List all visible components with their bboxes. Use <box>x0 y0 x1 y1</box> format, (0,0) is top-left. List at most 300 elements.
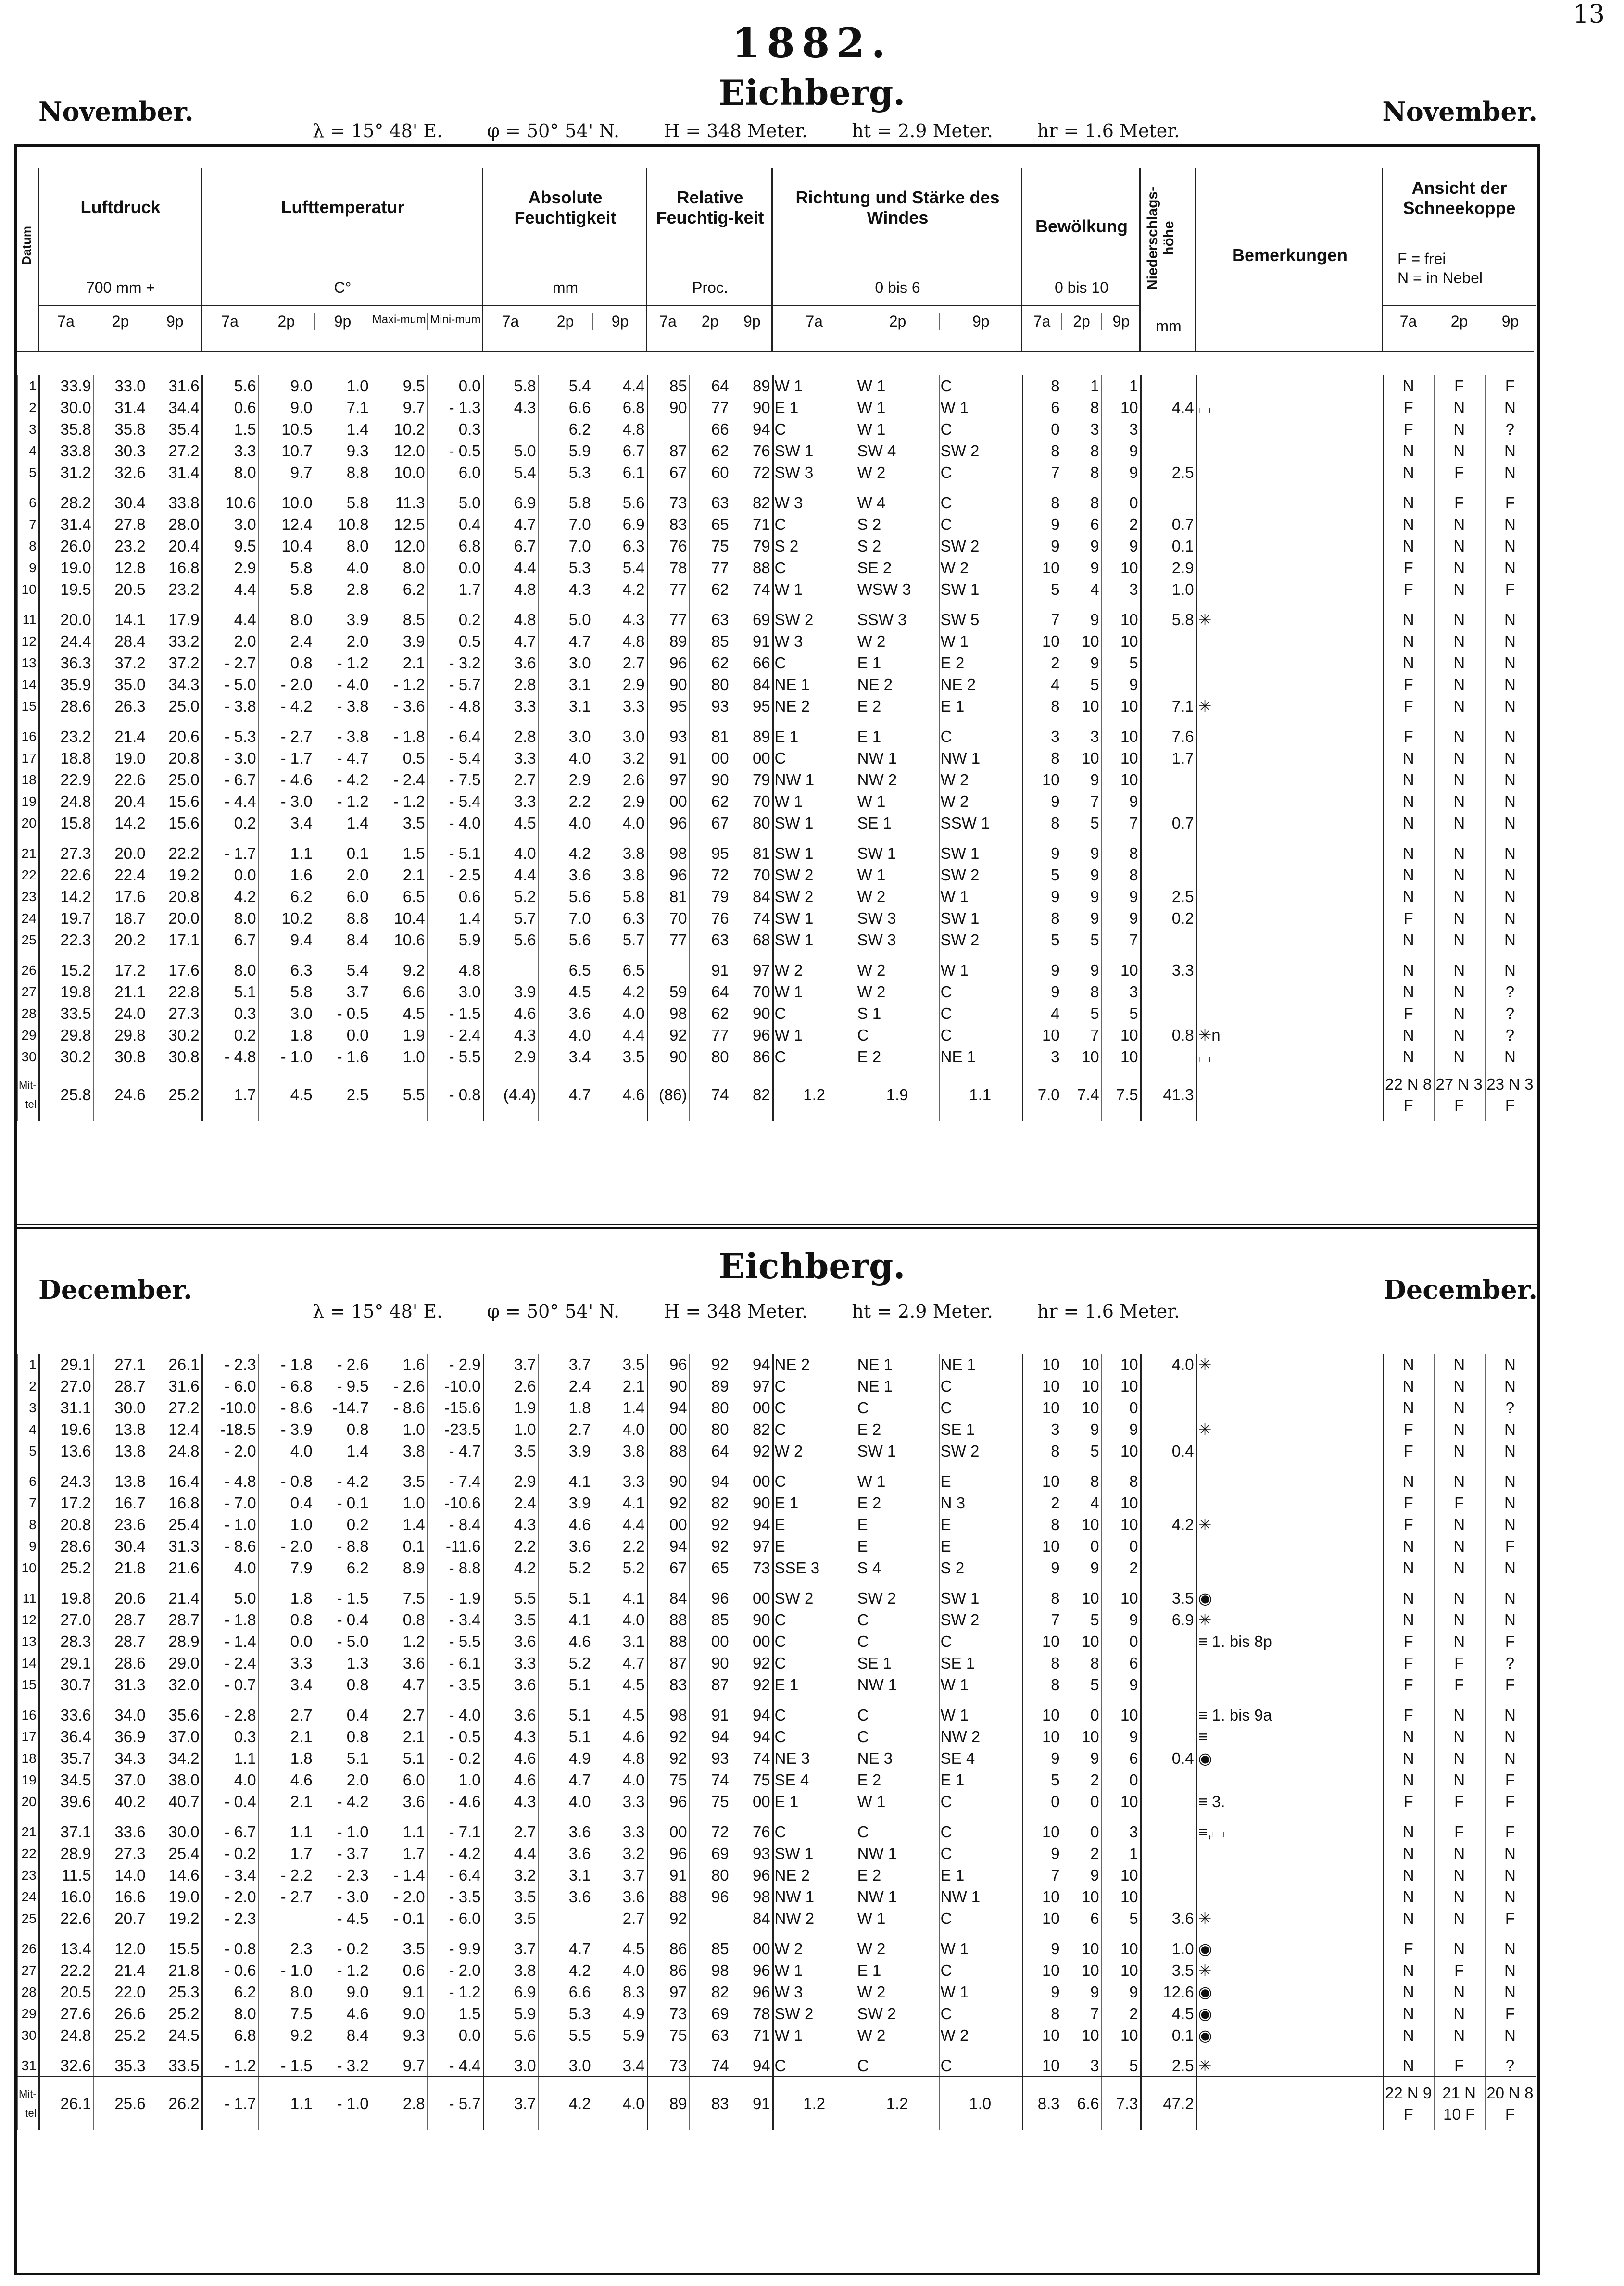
cell-day: 30 <box>18 1046 39 1068</box>
cell-p7: 22.6 <box>39 1908 93 1929</box>
cell-precip: 0.4 <box>1141 1440 1196 1462</box>
cell-a9: 5.9 <box>593 2024 647 2046</box>
cell-day: 13 <box>18 1631 39 1652</box>
cell-s9: N <box>1485 1981 1536 2003</box>
cell-a7: 3.7 <box>483 1354 538 1375</box>
cell-b2: 10 <box>1062 1046 1101 1068</box>
cell-s9: F <box>1485 1821 1536 1843</box>
header-bemerkungen <box>1195 168 1383 351</box>
cell-t9: 8.4 <box>315 929 371 951</box>
cell-tmin: -23.5 <box>427 1419 483 1440</box>
cell-t7: - 0.2 <box>202 1843 258 1864</box>
cell-w9: W 1 <box>939 886 1022 907</box>
cell-r2: 92 <box>689 1354 731 1375</box>
cell-r9: 69 <box>731 609 773 630</box>
cell-a7: 5.9 <box>483 2003 538 2024</box>
table-row <box>18 1470 1536 1492</box>
cell-s2: F <box>1434 375 1485 397</box>
cell-w2: NW 1 <box>856 1886 939 1908</box>
cell-p2: 20.0 <box>93 842 148 864</box>
subheader-max: Maxi-mum <box>371 313 427 330</box>
cell-p9: 40.7 <box>148 1791 202 1812</box>
cell-r2: 80 <box>689 1397 731 1419</box>
cell-a9: 4.4 <box>593 375 647 397</box>
cell-tmin: - 4.2 <box>427 1843 483 1864</box>
header-lufttemperatur <box>201 168 483 351</box>
cell-w7: SW 2 <box>773 1587 856 1609</box>
cell-day: 14 <box>18 674 39 695</box>
cell-a7: 4.3 <box>483 1726 538 1747</box>
cell-tmin: - 6.4 <box>427 726 483 747</box>
cell-b9: 10 <box>1101 609 1141 630</box>
cell-t2: 1.8 <box>258 1024 315 1046</box>
cell-a9: 4.0 <box>593 1959 647 1981</box>
cell-s2: N <box>1434 1908 1485 1929</box>
cell-b9: 3 <box>1101 1821 1141 1843</box>
cell-t2: 4.6 <box>258 1769 315 1791</box>
cell-p9: 25.0 <box>148 695 202 717</box>
cell-b2: 2 <box>1062 1843 1101 1864</box>
cell-w9: SW 1 <box>939 578 1022 600</box>
cell-tmax: 1.5 <box>371 842 427 864</box>
cell-w2: SW 2 <box>856 1587 939 1609</box>
cell-tmax: 8.9 <box>371 1557 427 1579</box>
cell-a2: 3.7 <box>538 1354 593 1375</box>
subheader-2p: 2p <box>1434 313 1485 330</box>
cell-s9: N <box>1485 747 1536 769</box>
cell-t9: - 4.5 <box>315 1908 371 1929</box>
cell-p9: 33.5 <box>148 2055 202 2077</box>
cell-t2: 2.1 <box>258 1726 315 1747</box>
cell-p9: 21.6 <box>148 1557 202 1579</box>
cell-tmin: -10.6 <box>427 1492 483 1514</box>
cell-s7: N <box>1383 1886 1434 1908</box>
cell-a9: 3.2 <box>593 1843 647 1864</box>
station-title-november: Eichberg. <box>718 72 906 113</box>
cell-w2: E 1 <box>856 652 939 674</box>
cell-b7: 10 <box>1022 1375 1062 1397</box>
cell-b7: 10 <box>1022 1908 1062 1929</box>
cell-r2: 63 <box>689 609 731 630</box>
cell-t7: - 4.8 <box>202 1046 258 1068</box>
cell-p9: 16.8 <box>148 1492 202 1514</box>
cell-w9: SW 2 <box>939 864 1022 886</box>
cell-w9: SE 1 <box>939 1652 1022 1674</box>
cell-r7: 85 <box>647 375 689 397</box>
cell-precip: 7.1 <box>1141 695 1196 717</box>
cell-p2: 14.1 <box>93 609 148 630</box>
cell-day: 29 <box>18 1024 39 1046</box>
cell-b2: 8 <box>1062 397 1101 418</box>
section-divider <box>14 1224 1537 1229</box>
cell-w7: C <box>773 1631 856 1652</box>
table-row <box>18 1440 1536 1462</box>
cell-t7: - 6.7 <box>202 769 258 791</box>
cell-tmax: 1.0 <box>371 1492 427 1514</box>
cell-a2 <box>538 1908 593 1929</box>
cell-tmax: 9.2 <box>371 959 427 981</box>
cell-t7: 1.1 <box>202 1747 258 1769</box>
subheader-9p: 9p <box>148 313 202 330</box>
cell-p2: 14.2 <box>93 812 148 834</box>
cell-t7: - 1.2 <box>202 2055 258 2077</box>
cell-r2: 80 <box>689 1419 731 1440</box>
cell-s9: N <box>1485 1557 1536 1579</box>
cell-s2: N <box>1434 812 1485 834</box>
cell-p7: 15.8 <box>39 812 93 834</box>
cell-r2 <box>689 1908 731 1929</box>
cell-precip: 0.1 <box>1141 535 1196 557</box>
cell-t7: - 5.3 <box>202 726 258 747</box>
cell-p9: 15.6 <box>148 791 202 812</box>
cell-s9: N <box>1485 1440 1536 1462</box>
cell-s7: N <box>1383 630 1434 652</box>
cell-day: 15 <box>18 1674 39 1696</box>
cell-t7: 8.0 <box>202 462 258 483</box>
cell-w9: C <box>939 514 1022 535</box>
cell-precip <box>1141 1397 1196 1419</box>
cell-w7: E 1 <box>773 726 856 747</box>
cell-p7: 25.2 <box>39 1557 93 1579</box>
cell-r9: 90 <box>731 397 773 418</box>
mean-t2: 1.1 <box>258 2077 315 2130</box>
cell-a7 <box>483 959 538 981</box>
cell-tmax: 10.6 <box>371 929 427 951</box>
cell-a2: 5.6 <box>538 886 593 907</box>
cell-w9: SW 2 <box>939 440 1022 462</box>
cell-day: 14 <box>18 1652 39 1674</box>
mean-r2: 83 <box>689 2077 731 2130</box>
cell-w2: W 2 <box>856 981 939 1003</box>
cell-precip <box>1141 791 1196 812</box>
cell-w7: NW 2 <box>773 1908 856 1929</box>
cell-t2: 2.4 <box>258 630 315 652</box>
cell-tmin: - 1.5 <box>427 1003 483 1024</box>
cell-a2: 3.0 <box>538 726 593 747</box>
cell-s7: N <box>1383 747 1434 769</box>
cell-day: 18 <box>18 1747 39 1769</box>
cell-t9: - 0.1 <box>315 1492 371 1514</box>
cell-w7: NE 2 <box>773 1864 856 1886</box>
cell-w9: SW 1 <box>939 1587 1022 1609</box>
cell-w7: SW 1 <box>773 1843 856 1864</box>
cell-precip <box>1141 630 1196 652</box>
cell-day: 10 <box>18 578 39 600</box>
cell-t2: 2.3 <box>258 1938 315 1959</box>
cell-w2: SW 1 <box>856 1440 939 1462</box>
cell-t2 <box>258 1908 315 1929</box>
cell-p2: 20.2 <box>93 929 148 951</box>
header-luftdruck-unit: 700 mm + <box>86 279 155 296</box>
cell-b2: 10 <box>1062 1959 1101 1981</box>
cell-w7: C <box>773 1726 856 1747</box>
table-row <box>18 1375 1536 1397</box>
cell-w9: C <box>939 981 1022 1003</box>
cell-p9: 27.3 <box>148 1003 202 1024</box>
cell-p9: 27.2 <box>148 440 202 462</box>
cell-s7: N <box>1383 609 1434 630</box>
table-row <box>18 2024 1536 2046</box>
cell-p9: 37.2 <box>148 652 202 674</box>
cell-r7: 96 <box>647 1354 689 1375</box>
cell-r7: 92 <box>647 1908 689 1929</box>
cell-p9: 28.0 <box>148 514 202 535</box>
subheader-7a: 7a <box>1033 313 1051 330</box>
cell-a7: 4.3 <box>483 1024 538 1046</box>
cell-day: 8 <box>18 535 39 557</box>
cell-b7: 10 <box>1022 630 1062 652</box>
cell-remark: ✳ <box>1196 1959 1383 1981</box>
cell-precip: 4.2 <box>1141 1514 1196 1535</box>
cell-p9: 20.0 <box>148 907 202 929</box>
cell-t7: 4.4 <box>202 609 258 630</box>
cell-remark: ✳ <box>1196 2055 1383 2077</box>
cell-tmax: 4.5 <box>371 1003 427 1024</box>
cell-p9: 25.0 <box>148 769 202 791</box>
subheader-7a: 7a <box>806 313 823 330</box>
mean-s2: 21 N 10 F <box>1434 2077 1485 2130</box>
cell-r9: 70 <box>731 864 773 886</box>
cell-p9: 31.6 <box>148 1375 202 1397</box>
cell-r7: 77 <box>647 578 689 600</box>
cell-w9: W 1 <box>939 1938 1022 1959</box>
cell-a7: 3.6 <box>483 1631 538 1652</box>
cell-t2: 1.8 <box>258 1747 315 1769</box>
cell-precip <box>1141 1046 1196 1068</box>
cell-r9: 92 <box>731 1652 773 1674</box>
cell-w9: W 1 <box>939 630 1022 652</box>
cell-p7: 35.7 <box>39 1747 93 1769</box>
cell-p2: 14.0 <box>93 1864 148 1886</box>
cell-r2: 82 <box>689 1981 731 2003</box>
cell-p7: 30.0 <box>39 397 93 418</box>
cell-s7: N <box>1383 1843 1434 1864</box>
cell-s9: N <box>1485 959 1536 981</box>
cell-remark <box>1196 440 1383 462</box>
cell-a2: 2.7 <box>538 1419 593 1440</box>
cell-w2: S 4 <box>856 1557 939 1579</box>
cell-w2: SW 3 <box>856 929 939 951</box>
cell-p9: 22.2 <box>148 842 202 864</box>
header-luftdruck <box>38 168 202 351</box>
cell-t9: 10.8 <box>315 514 371 535</box>
cell-s7: N <box>1383 1375 1434 1397</box>
cell-a2: 4.7 <box>538 1938 593 1959</box>
cell-day: 29 <box>18 2003 39 2024</box>
cell-r7: 98 <box>647 842 689 864</box>
cell-a7: 4.0 <box>483 842 538 864</box>
cell-t2: - 1.5 <box>258 2055 315 2077</box>
cell-w7: W 3 <box>773 630 856 652</box>
cell-b2: 9 <box>1062 1747 1101 1769</box>
cell-s7: F <box>1383 418 1434 440</box>
cell-day: 2 <box>18 397 39 418</box>
cell-tmax: - 2.6 <box>371 1375 427 1397</box>
cell-t2: 0.8 <box>258 1609 315 1631</box>
cell-r7: 95 <box>647 695 689 717</box>
cell-t7: 3.0 <box>202 514 258 535</box>
cell-r9: 94 <box>731 1514 773 1535</box>
table-row <box>18 842 1536 864</box>
cell-p2: 17.6 <box>93 886 148 907</box>
cell-day: 16 <box>18 726 39 747</box>
cell-b9: 10 <box>1101 1046 1141 1068</box>
cell-w9: SW 1 <box>939 842 1022 864</box>
cell-t2: 9.0 <box>258 375 315 397</box>
cell-p7: 29.1 <box>39 1652 93 1674</box>
table-row <box>18 907 1536 929</box>
cell-tmax: 3.5 <box>371 1938 427 1959</box>
cell-b9: 5 <box>1101 1908 1141 1929</box>
cell-s9: F <box>1485 2003 1536 2024</box>
cell-p9: 27.2 <box>148 1397 202 1419</box>
cell-a7: 2.4 <box>483 1492 538 1514</box>
cell-b9: 10 <box>1101 1354 1141 1375</box>
cell-precip: 3.5 <box>1141 1587 1196 1609</box>
table-row <box>18 769 1536 791</box>
cell-remark <box>1196 1003 1383 1024</box>
cell-t7: - 6.0 <box>202 1375 258 1397</box>
header-bew-unit: 0 bis 10 <box>1054 279 1109 296</box>
cell-tmax: 9.5 <box>371 375 427 397</box>
cell-t2: - 2.0 <box>258 674 315 695</box>
cell-tmax: 8.5 <box>371 609 427 630</box>
cell-a9: 4.8 <box>593 418 647 440</box>
cell-a2: 3.1 <box>538 674 593 695</box>
cell-a9: 3.3 <box>593 1821 647 1843</box>
cell-p2: 13.8 <box>93 1470 148 1492</box>
cell-t2: - 4.2 <box>258 695 315 717</box>
cell-b9: 9 <box>1101 1609 1141 1631</box>
cell-b7: 10 <box>1022 1470 1062 1492</box>
cell-a2: 4.9 <box>538 1747 593 1769</box>
cell-t7: 3.3 <box>202 440 258 462</box>
cell-b9: 6 <box>1101 1652 1141 1674</box>
header-wind-unit: 0 bis 6 <box>875 279 920 296</box>
cell-tmax: 2.1 <box>371 1726 427 1747</box>
cell-a9: 3.8 <box>593 842 647 864</box>
cell-w2: C <box>856 1704 939 1726</box>
cell-r2: 80 <box>689 674 731 695</box>
cell-t9: - 3.8 <box>315 726 371 747</box>
cell-a2: 2.9 <box>538 769 593 791</box>
cell-day: 11 <box>18 609 39 630</box>
cell-r9: 00 <box>731 1938 773 1959</box>
cell-b7: 10 <box>1022 1397 1062 1419</box>
cell-a9: 4.4 <box>593 1514 647 1535</box>
cell-precip: 2.5 <box>1141 886 1196 907</box>
cell-w9: C <box>939 1821 1022 1843</box>
cell-p2: 28.7 <box>93 1375 148 1397</box>
cell-p9: 31.4 <box>148 462 202 483</box>
table-row <box>18 1631 1536 1652</box>
month-label-left-november: November. <box>38 96 194 127</box>
cell-p9: 19.0 <box>148 1886 202 1908</box>
cell-w7: SSE 3 <box>773 1557 856 1579</box>
cell-p9: 30.8 <box>148 1046 202 1068</box>
cell-b7: 4 <box>1022 1003 1062 1024</box>
mean-s7: 22 N 8 F <box>1383 1068 1434 1121</box>
cell-r9: 00 <box>731 1587 773 1609</box>
cell-p7: 22.9 <box>39 769 93 791</box>
cell-day: 6 <box>18 492 39 514</box>
cell-tmin: 1.0 <box>427 1769 483 1791</box>
cell-s2: N <box>1434 1375 1485 1397</box>
cell-t9: 1.3 <box>315 1652 371 1674</box>
cell-r2: 94 <box>689 1470 731 1492</box>
cell-w2: C <box>856 1631 939 1652</box>
cell-a2: 5.1 <box>538 1674 593 1696</box>
cell-r2: 79 <box>689 886 731 907</box>
cell-r2: 91 <box>689 959 731 981</box>
cell-t9: 0.0 <box>315 1024 371 1046</box>
cell-a9: 4.1 <box>593 1492 647 1514</box>
cell-t9: 5.1 <box>315 1747 371 1769</box>
cell-s7: N <box>1383 1908 1434 1929</box>
cell-tmin: - 2.5 <box>427 864 483 886</box>
cell-a7: 4.4 <box>483 864 538 886</box>
cell-s9: ? <box>1485 1652 1536 1674</box>
cell-w9: W 1 <box>939 959 1022 981</box>
cell-day: 18 <box>18 769 39 791</box>
cell-a7: 3.9 <box>483 981 538 1003</box>
cell-t9: 0.2 <box>315 1514 371 1535</box>
cell-b9: 10 <box>1101 397 1141 418</box>
cell-t7: - 1.4 <box>202 1631 258 1652</box>
cell-w9: E <box>939 1470 1022 1492</box>
cell-r9: 96 <box>731 1864 773 1886</box>
cell-r9: 00 <box>731 1631 773 1652</box>
cell-remark <box>1196 886 1383 907</box>
cell-r9: 84 <box>731 886 773 907</box>
cell-r2: 72 <box>689 864 731 886</box>
cell-precip: 2.9 <box>1141 557 1196 578</box>
cell-tmin: 0.3 <box>427 418 483 440</box>
cell-t7: 6.2 <box>202 1981 258 2003</box>
cell-b7: 9 <box>1022 514 1062 535</box>
cell-t9: 0.8 <box>315 1726 371 1747</box>
cell-p2: 31.4 <box>93 397 148 418</box>
cell-t2: 5.8 <box>258 578 315 600</box>
cell-b7: 10 <box>1022 1631 1062 1652</box>
cell-r2: 65 <box>689 514 731 535</box>
mean-tmax: 2.8 <box>371 2077 427 2130</box>
cell-w7: C <box>773 557 856 578</box>
cell-a2: 5.5 <box>538 2024 593 2046</box>
cell-w7: W 1 <box>773 791 856 812</box>
cell-a2: 4.0 <box>538 1024 593 1046</box>
cell-remark <box>1196 747 1383 769</box>
cell-a9: 3.3 <box>593 695 647 717</box>
cell-r7: 67 <box>647 1557 689 1579</box>
cell-r2: 94 <box>689 1726 731 1747</box>
cell-tmax: 10.2 <box>371 418 427 440</box>
cell-p2: 21.8 <box>93 1557 148 1579</box>
cell-t2: 6.3 <box>258 959 315 981</box>
cell-b9: 5 <box>1101 2055 1141 2077</box>
cell-s9: N <box>1485 514 1536 535</box>
cell-t2: 10.0 <box>258 492 315 514</box>
cell-a2: 6.2 <box>538 418 593 440</box>
cell-r2: 62 <box>689 1003 731 1024</box>
cell-r7: 92 <box>647 1747 689 1769</box>
cell-t2: 10.7 <box>258 440 315 462</box>
cell-p2: 40.2 <box>93 1791 148 1812</box>
cell-r2: 72 <box>689 1821 731 1843</box>
cell-day: 22 <box>18 1843 39 1864</box>
mean-t7: 1.7 <box>202 1068 258 1121</box>
cell-t7: - 2.3 <box>202 1908 258 1929</box>
